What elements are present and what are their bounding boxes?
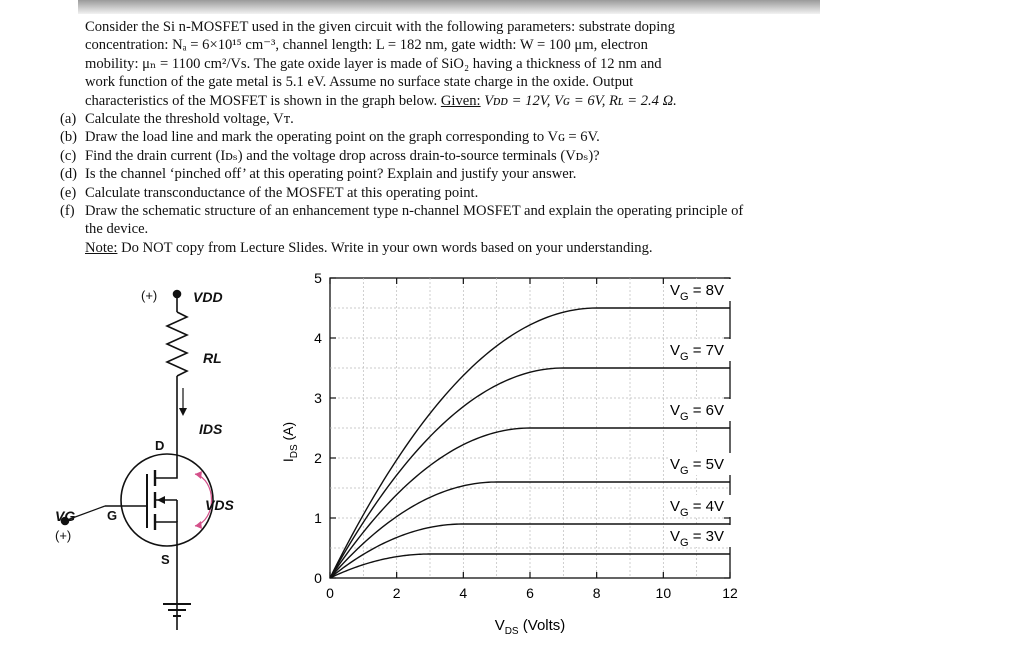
note	[85, 239, 760, 257]
y-tick-label: 2	[314, 450, 322, 466]
question-c-text: Find the drain current (Iᴅₛ) and the voltage drop across drain-to-source terminals (Vᴅₛ)?	[85, 147, 600, 164]
x-tick-label: 4	[459, 585, 468, 601]
ids-label: IDS	[199, 421, 223, 437]
vds-arrow-head-top	[195, 471, 202, 479]
window-top-bar	[0, 0, 820, 14]
question-b-text: Draw the load line and mark the operating point on the graph corresponding to Vɢ = 6V.	[85, 129, 600, 146]
circuit-labels	[55, 288, 234, 567]
curve-label-value: = 4V	[688, 498, 725, 515]
question-a-label: (a)	[60, 111, 77, 128]
curve-label-3	[668, 399, 746, 423]
source-lead	[155, 522, 177, 630]
curve-label-value: = 6V	[688, 402, 725, 419]
curve-label-value: = 5V	[688, 456, 725, 473]
intro-line-4: work function of the gate metal is 5.1 eV. Assume no surface state charge in the oxide. Output	[85, 74, 634, 91]
x-axis-label-sub: DS	[504, 626, 519, 637]
question-a-text: Calculate the threshold voltage, Vᴛ.	[85, 111, 294, 128]
ids-arrow-head	[179, 408, 187, 416]
y-tick-label: 3	[314, 390, 322, 406]
question-f-text: Draw the schematic structure of an enhancement type n-channel MOSFET and explain the operating principle of the device.	[85, 203, 744, 238]
vg-label: VG	[55, 508, 76, 524]
curve-label-v: V	[670, 342, 681, 359]
intro-line-1: Consider the Si n-MOSFET used in the given circuit with the following parameters: substrate doping	[85, 19, 675, 35]
y-axis-label-unit: (A)	[280, 421, 296, 445]
intro-line-3: mobility: μₙ = 1100 cm²/Vs. The gate oxide layer is made of SiO₂ having a thickness of 12 nm and	[85, 55, 662, 72]
question-d-text: Is the channel ‘pinched off’ at this operating point? Explain and justify your answer.	[85, 166, 577, 183]
output-characteristics-chart	[280, 270, 746, 637]
question-b-label: (b)	[60, 129, 78, 146]
question-d	[60, 165, 760, 183]
vds-arrow-head-bottom	[195, 521, 202, 529]
given-label: Given:	[440, 92, 481, 109]
y-axis-label-sub: DS	[289, 444, 300, 459]
note-text: Do NOT copy from Lecture Slides. Write in your own words based on your understanding.	[121, 239, 653, 256]
vdd-label: VDD	[193, 289, 223, 305]
source-label: S	[161, 552, 170, 567]
curve-label-sub: G	[680, 465, 689, 477]
x-tick-label: 12	[722, 585, 738, 601]
problem-intro	[85, 18, 760, 110]
x-axis-label-unit: (Volts)	[518, 617, 566, 634]
question-b	[60, 128, 760, 146]
curve-label-1	[668, 279, 746, 303]
body-arrow	[157, 496, 165, 504]
intro-line-5	[85, 92, 760, 110]
y-tick-label: 4	[314, 330, 322, 346]
curve-label-sub: G	[680, 351, 689, 363]
y-axis-label-main: I	[280, 458, 296, 463]
vdd-terminal-dot	[174, 291, 181, 298]
rl-label: RL	[203, 350, 222, 366]
figure-svg	[45, 270, 765, 640]
curve-label-v: V	[670, 456, 681, 473]
question-f	[60, 202, 760, 239]
question-e	[60, 184, 760, 202]
vg-sign: (+)	[55, 528, 72, 543]
vds-label: VDS	[205, 497, 234, 513]
intro-line-2: concentration: Nₐ = 6×10¹⁵ cm⁻³, channel length: L = 182 nm, gate width: W = 100 μm, electron	[85, 37, 648, 54]
curve-label-value: = 3V	[688, 528, 725, 545]
curve-label-6	[668, 525, 746, 549]
question-d-label: (d)	[60, 166, 78, 183]
note-label: Note:	[85, 239, 118, 256]
figure	[45, 270, 765, 640]
question-a	[60, 110, 760, 128]
x-axis-label-main: V	[494, 617, 505, 634]
curve-label-sub: G	[680, 291, 689, 303]
circuit-schematic	[62, 291, 214, 631]
curve-label-sub: G	[680, 537, 689, 549]
x-tick-label: 8	[592, 585, 601, 601]
curve-label-v: V	[670, 402, 681, 419]
y-axis-label	[280, 422, 300, 462]
curve-label-v: V	[670, 282, 681, 299]
x-tick-label: 10	[655, 585, 672, 601]
resistor-rl	[167, 312, 187, 376]
question-e-text: Calculate transconductance of the MOSFET at this operating point.	[85, 184, 479, 201]
curve-label-2	[668, 339, 746, 363]
curve-label-4	[668, 453, 746, 477]
curve-label-v: V	[670, 528, 681, 545]
problem-text	[60, 18, 760, 257]
curve-label-sub: G	[680, 411, 689, 423]
y-tick-label: 0	[314, 570, 322, 586]
vdd-sign: (+)	[141, 288, 158, 303]
question-c	[60, 147, 760, 165]
x-tick-label: 0	[326, 585, 334, 601]
y-tick-label: 5	[314, 270, 322, 286]
curve-label-value: = 7V	[688, 342, 725, 359]
question-e-label: (e)	[60, 184, 77, 201]
drain-label: D	[155, 438, 165, 453]
x-tick-label: 2	[392, 585, 401, 601]
x-axis-label	[495, 617, 566, 637]
curve-label-value: = 8V	[688, 282, 725, 299]
curve-label-sub: G	[680, 507, 689, 519]
x-tick-label: 6	[526, 585, 534, 601]
intro-line-5-text: characteristics of the MOSFET is shown in the graph below.	[85, 92, 438, 109]
gate-label: G	[107, 508, 118, 523]
question-c-label: (c)	[60, 147, 77, 164]
question-f-label: (f)	[60, 203, 75, 220]
curve-label-5	[668, 495, 746, 519]
given-values: Vᴅᴅ = 12V, Vɢ = 6V, Rʟ = 2.4 Ω.	[484, 92, 677, 109]
top-bar-left-gap	[0, 0, 78, 14]
y-tick-label: 1	[314, 510, 322, 526]
curve-label-v: V	[670, 498, 681, 515]
